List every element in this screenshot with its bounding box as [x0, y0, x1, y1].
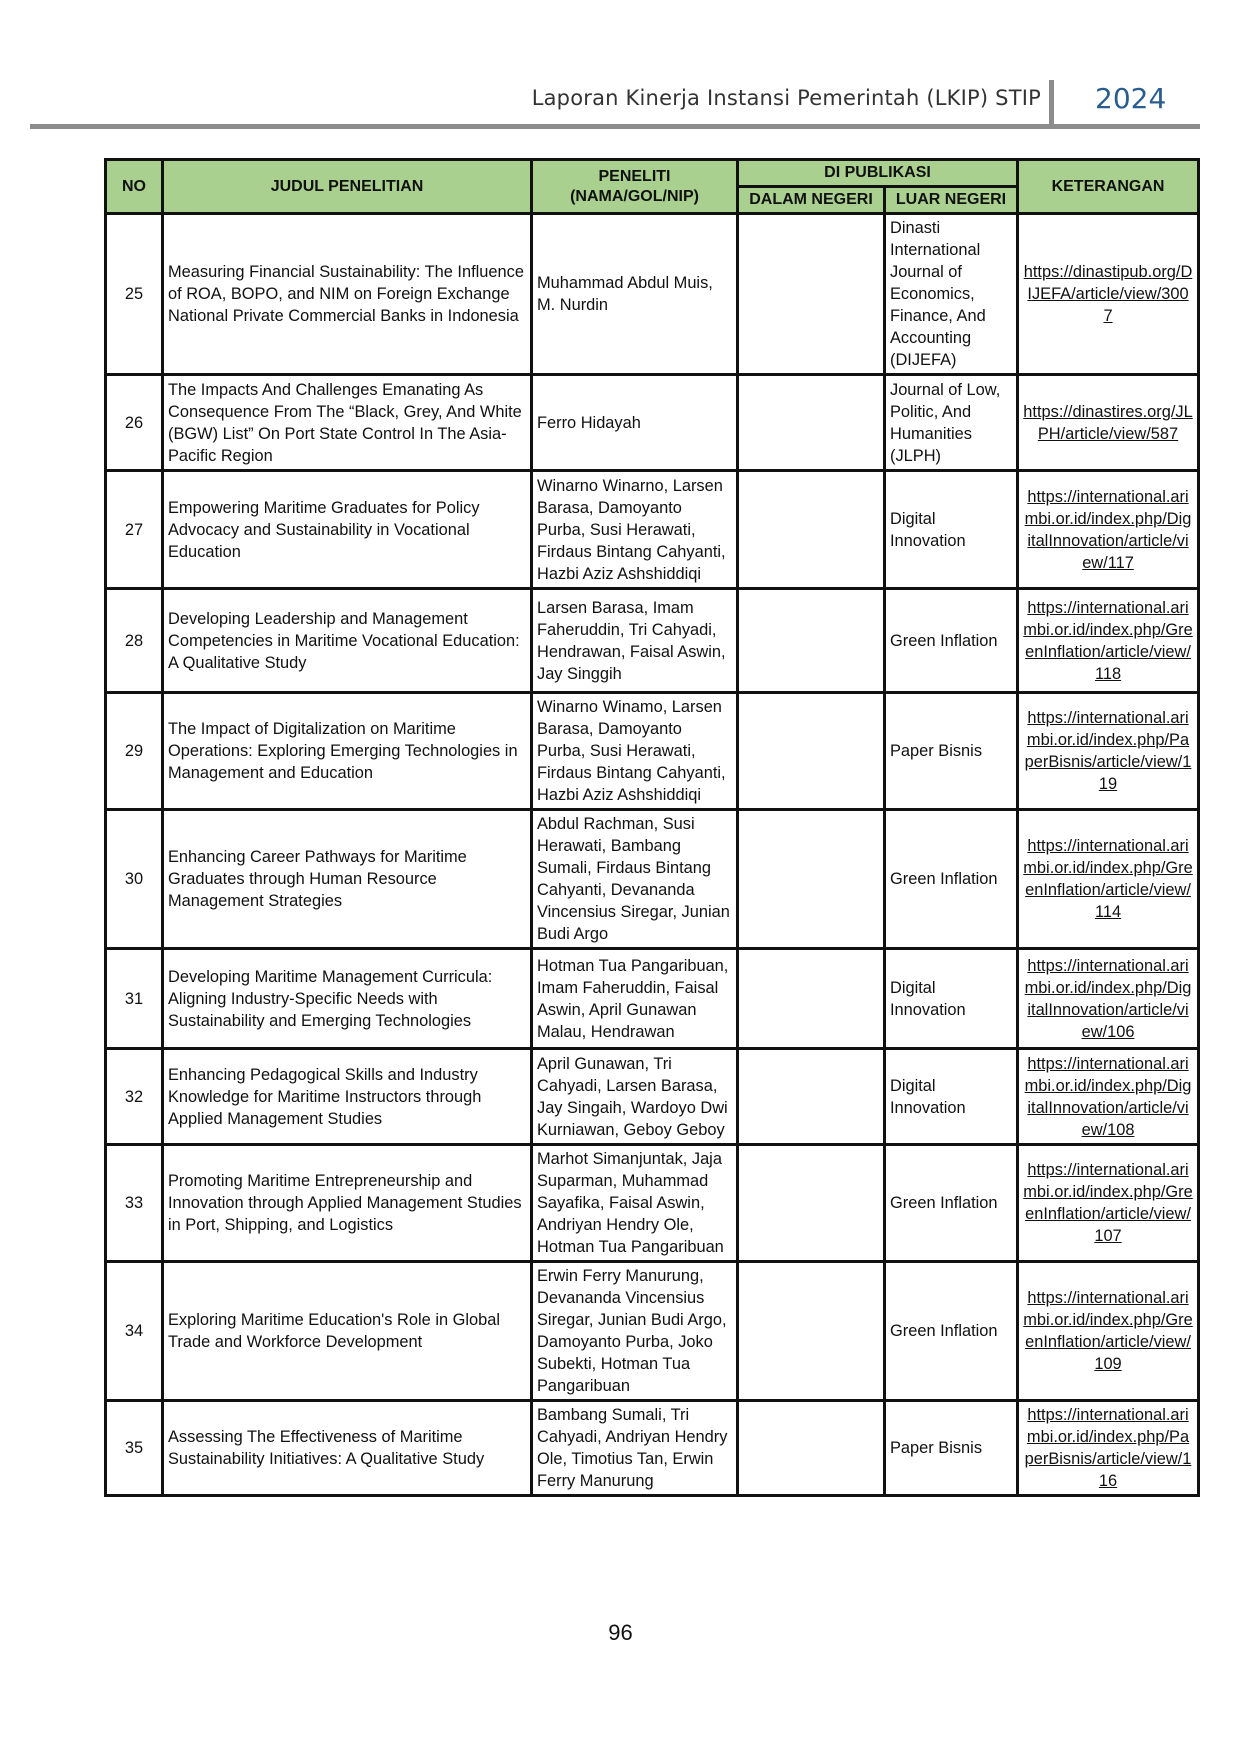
cell-peneliti: Abdul Rachman, Susi Herawati, Bambang Sumali, Firdaus Bintang Cahyanti, Devananda Vincensius Siregar, Junian Budi Argo [532, 810, 738, 949]
col-peneliti [532, 160, 738, 214]
cell-luar-negeri: Paper Bisnis [885, 693, 1018, 810]
cell-judul: Exploring Maritime Education's Role in Global Trade and Workforce Development [163, 1262, 532, 1401]
cell-peneliti: Muhammad Abdul Muis, M. Nurdin [532, 214, 738, 375]
cell-judul: Developing Maritime Management Curricula: Aligning Industry-Specific Needs with Sustainability and Emerging Technologies [163, 949, 532, 1049]
cell-judul: Measuring Financial Sustainability: The Influence of ROA, BOPO, and NIM on Foreign Exchange National Private Commercial Banks in Indonesia [163, 214, 532, 375]
cell-keterangan [1018, 1145, 1199, 1262]
cell-dalam-negeri [738, 810, 885, 949]
cell-keterangan [1018, 1401, 1199, 1496]
cell-dalam-negeri [738, 949, 885, 1049]
cell-luar-negeri: Green Inflation [885, 589, 1018, 693]
page-header [0, 0, 1241, 140]
cell-peneliti: Bambang Sumali, Tri Cahyadi, Andriyan Hendry Ole, Timotius Tan, Erwin Ferry Manurung [532, 1401, 738, 1496]
table-row [106, 589, 1199, 693]
table-row [106, 693, 1199, 810]
cell-keterangan [1018, 375, 1199, 471]
cell-luar-negeri: Green Inflation [885, 810, 1018, 949]
article-link[interactable]: https://international.arimbi.or.id/index.php/GreenInflation/article/view/109 [1023, 1289, 1193, 1373]
cell-dalam-negeri [738, 375, 885, 471]
cell-no: 29 [106, 693, 163, 810]
cell-luar-negeri: Green Inflation [885, 1262, 1018, 1401]
cell-dalam-negeri [738, 1049, 885, 1145]
cell-keterangan [1018, 471, 1199, 589]
table-row [106, 810, 1199, 949]
report-title: Laporan Kinerja Instansi Pemerintah (LKIP) STIP [531, 86, 1041, 110]
article-link[interactable]: https://international.arimbi.or.id/index.php/DigitalInnovation/article/view/108 [1024, 1054, 1192, 1139]
table-row [106, 1145, 1199, 1262]
cell-no: 28 [106, 589, 163, 693]
article-link[interactable]: https://international.arimbi.or.id/index.php/GreenInflation/article/view/114 [1023, 837, 1193, 921]
article-link[interactable]: https://dinastires.org/JLPH/article/view/587 [1023, 402, 1193, 443]
col-dalam-negeri: DALAM NEGERI [738, 187, 885, 214]
cell-dalam-negeri [738, 1145, 885, 1262]
cell-peneliti: Winarno Winarno, Larsen Barasa, Damoyanto Purba, Susi Herawati, Firdaus Bintang Cahyanti, Hazbi Aziz Ashshiddiqi [532, 471, 738, 589]
cell-no: 25 [106, 214, 163, 375]
cell-peneliti: Erwin Ferry Manurung, Devananda Vincensius Siregar, Junian Budi Argo, Damoyanto Purba, Joko Subekti, Hotman Tua Pangaribuan [532, 1262, 738, 1401]
cell-keterangan [1018, 589, 1199, 693]
cell-peneliti: Larsen Barasa, Imam Faheruddin, Tri Cahyadi, Hendrawan, Faisal Aswin, Jay Singgih [532, 589, 738, 693]
cell-luar-negeri: Digital Innovation [885, 471, 1018, 589]
col-no: NO [106, 160, 163, 214]
cell-judul: Developing Leadership and Management Competencies in Maritime Vocational Education: A Qualitative Study [163, 589, 532, 693]
article-link[interactable]: https://international.arimbi.or.id/index.php/DigitalInnovation/article/view/106 [1024, 956, 1192, 1041]
table-row [106, 949, 1199, 1049]
col-peneliti-line2: (NAMA/GOL/NIP) [570, 187, 699, 205]
table-row [106, 1049, 1199, 1145]
article-link[interactable]: https://dinastipub.org/DIJEFA/article/view/3007 [1023, 263, 1193, 325]
table-row [106, 375, 1199, 471]
table-row [106, 471, 1199, 589]
cell-no: 34 [106, 1262, 163, 1401]
table-row [106, 1401, 1199, 1496]
table-row [106, 1262, 1199, 1401]
cell-luar-negeri: Digital Innovation [885, 949, 1018, 1049]
cell-dalam-negeri [738, 693, 885, 810]
report-year: 2024 [1095, 82, 1167, 115]
cell-judul: The Impacts And Challenges Emanating As Consequence From The “Black, Grey, And White (BGW) List” On Port State Control In The Asia-Pacific Region [163, 375, 532, 471]
cell-no: 30 [106, 810, 163, 949]
cell-no: 31 [106, 949, 163, 1049]
cell-keterangan [1018, 214, 1199, 375]
cell-peneliti: Ferro Hidayah [532, 375, 738, 471]
cell-no: 26 [106, 375, 163, 471]
article-link[interactable]: https://international.arimbi.or.id/index.php/PaperBisnis/article/view/119 [1024, 709, 1192, 793]
col-luar-negeri: LUAR NEGERI [885, 187, 1018, 214]
cell-judul: Enhancing Pedagogical Skills and Industry Knowledge for Maritime Instructors through Applied Management Studies [163, 1049, 532, 1145]
page-number: 96 [608, 1620, 633, 1645]
cell-judul: Enhancing Career Pathways for Maritime Graduates through Human Resource Management Strategies [163, 810, 532, 949]
cell-luar-negeri: Green Inflation [885, 1145, 1018, 1262]
cell-judul: Assessing The Effectiveness of Maritime Sustainability Initiatives: A Qualitative Study [163, 1401, 532, 1496]
cell-luar-negeri: Journal of Low, Politic, And Humanities (JLPH) [885, 375, 1018, 471]
header-rule [30, 124, 1200, 129]
cell-judul: The Impact of Digitalization on Maritime Operations: Exploring Emerging Technologies in Management and Education [163, 693, 532, 810]
cell-dalam-negeri [738, 1401, 885, 1496]
cell-no: 32 [106, 1049, 163, 1145]
cell-dalam-negeri [738, 214, 885, 375]
cell-keterangan [1018, 693, 1199, 810]
article-link[interactable]: https://international.arimbi.or.id/index.php/PaperBisnis/article/view/116 [1024, 1406, 1192, 1490]
article-link[interactable]: https://international.arimbi.or.id/index.php/GreenInflation/article/view/107 [1023, 1161, 1193, 1245]
article-link[interactable]: https://international.arimbi.or.id/index.php/DigitalInnovation/article/view/117 [1024, 487, 1192, 572]
cell-luar-negeri: Digital Innovation [885, 1049, 1018, 1145]
cell-no: 33 [106, 1145, 163, 1262]
cell-peneliti: Hotman Tua Pangaribuan, Imam Faheruddin, Faisal Aswin, April Gunawan Malau, Hendrawan [532, 949, 738, 1049]
cell-peneliti: Marhot Simanjuntak, Jaja Suparman, Muhammad Sayafika, Faisal Aswin, Andriyan Hendry Ole, Hotman Tua Pangaribuan [532, 1145, 738, 1262]
col-peneliti-line1: PENELITI [598, 167, 671, 185]
col-keterangan: KETERANGAN [1018, 160, 1199, 214]
cell-dalam-negeri [738, 471, 885, 589]
cell-keterangan [1018, 1262, 1199, 1401]
cell-dalam-negeri [738, 589, 885, 693]
cell-dalam-negeri [738, 1262, 885, 1401]
article-link[interactable]: https://international.arimbi.or.id/index.php/GreenInflation/article/view/118 [1023, 598, 1193, 683]
header-divider [1049, 80, 1054, 128]
cell-keterangan [1018, 1049, 1199, 1145]
cell-judul: Empowering Maritime Graduates for Policy Advocacy and Sustainability in Vocational Education [163, 471, 532, 589]
cell-no: 27 [106, 471, 163, 589]
cell-peneliti: Winarno Winamo, Larsen Barasa, Damoyanto Purba, Susi Herawati, Firdaus Bintang Cahyanti, Hazbi Aziz Ashshiddiqi [532, 693, 738, 810]
table-row [106, 214, 1199, 375]
research-table [104, 158, 1200, 1497]
cell-keterangan [1018, 810, 1199, 949]
cell-keterangan [1018, 949, 1199, 1049]
col-publikasi: DI PUBLIKASI [738, 160, 1018, 187]
cell-no: 35 [106, 1401, 163, 1496]
cell-luar-negeri: Dinasti International Journal of Economics, Finance, And Accounting (DIJEFA) [885, 214, 1018, 375]
col-judul: JUDUL PENELITIAN [163, 160, 532, 214]
cell-peneliti: April Gunawan, Tri Cahyadi, Larsen Barasa, Jay Singaih, Wardoyo Dwi Kurniawan, Geboy Geboy [532, 1049, 738, 1145]
cell-luar-negeri: Paper Bisnis [885, 1401, 1018, 1496]
cell-judul: Promoting Maritime Entrepreneurship and Innovation through Applied Management Studies in Port, Shipping, and Logistics [163, 1145, 532, 1262]
